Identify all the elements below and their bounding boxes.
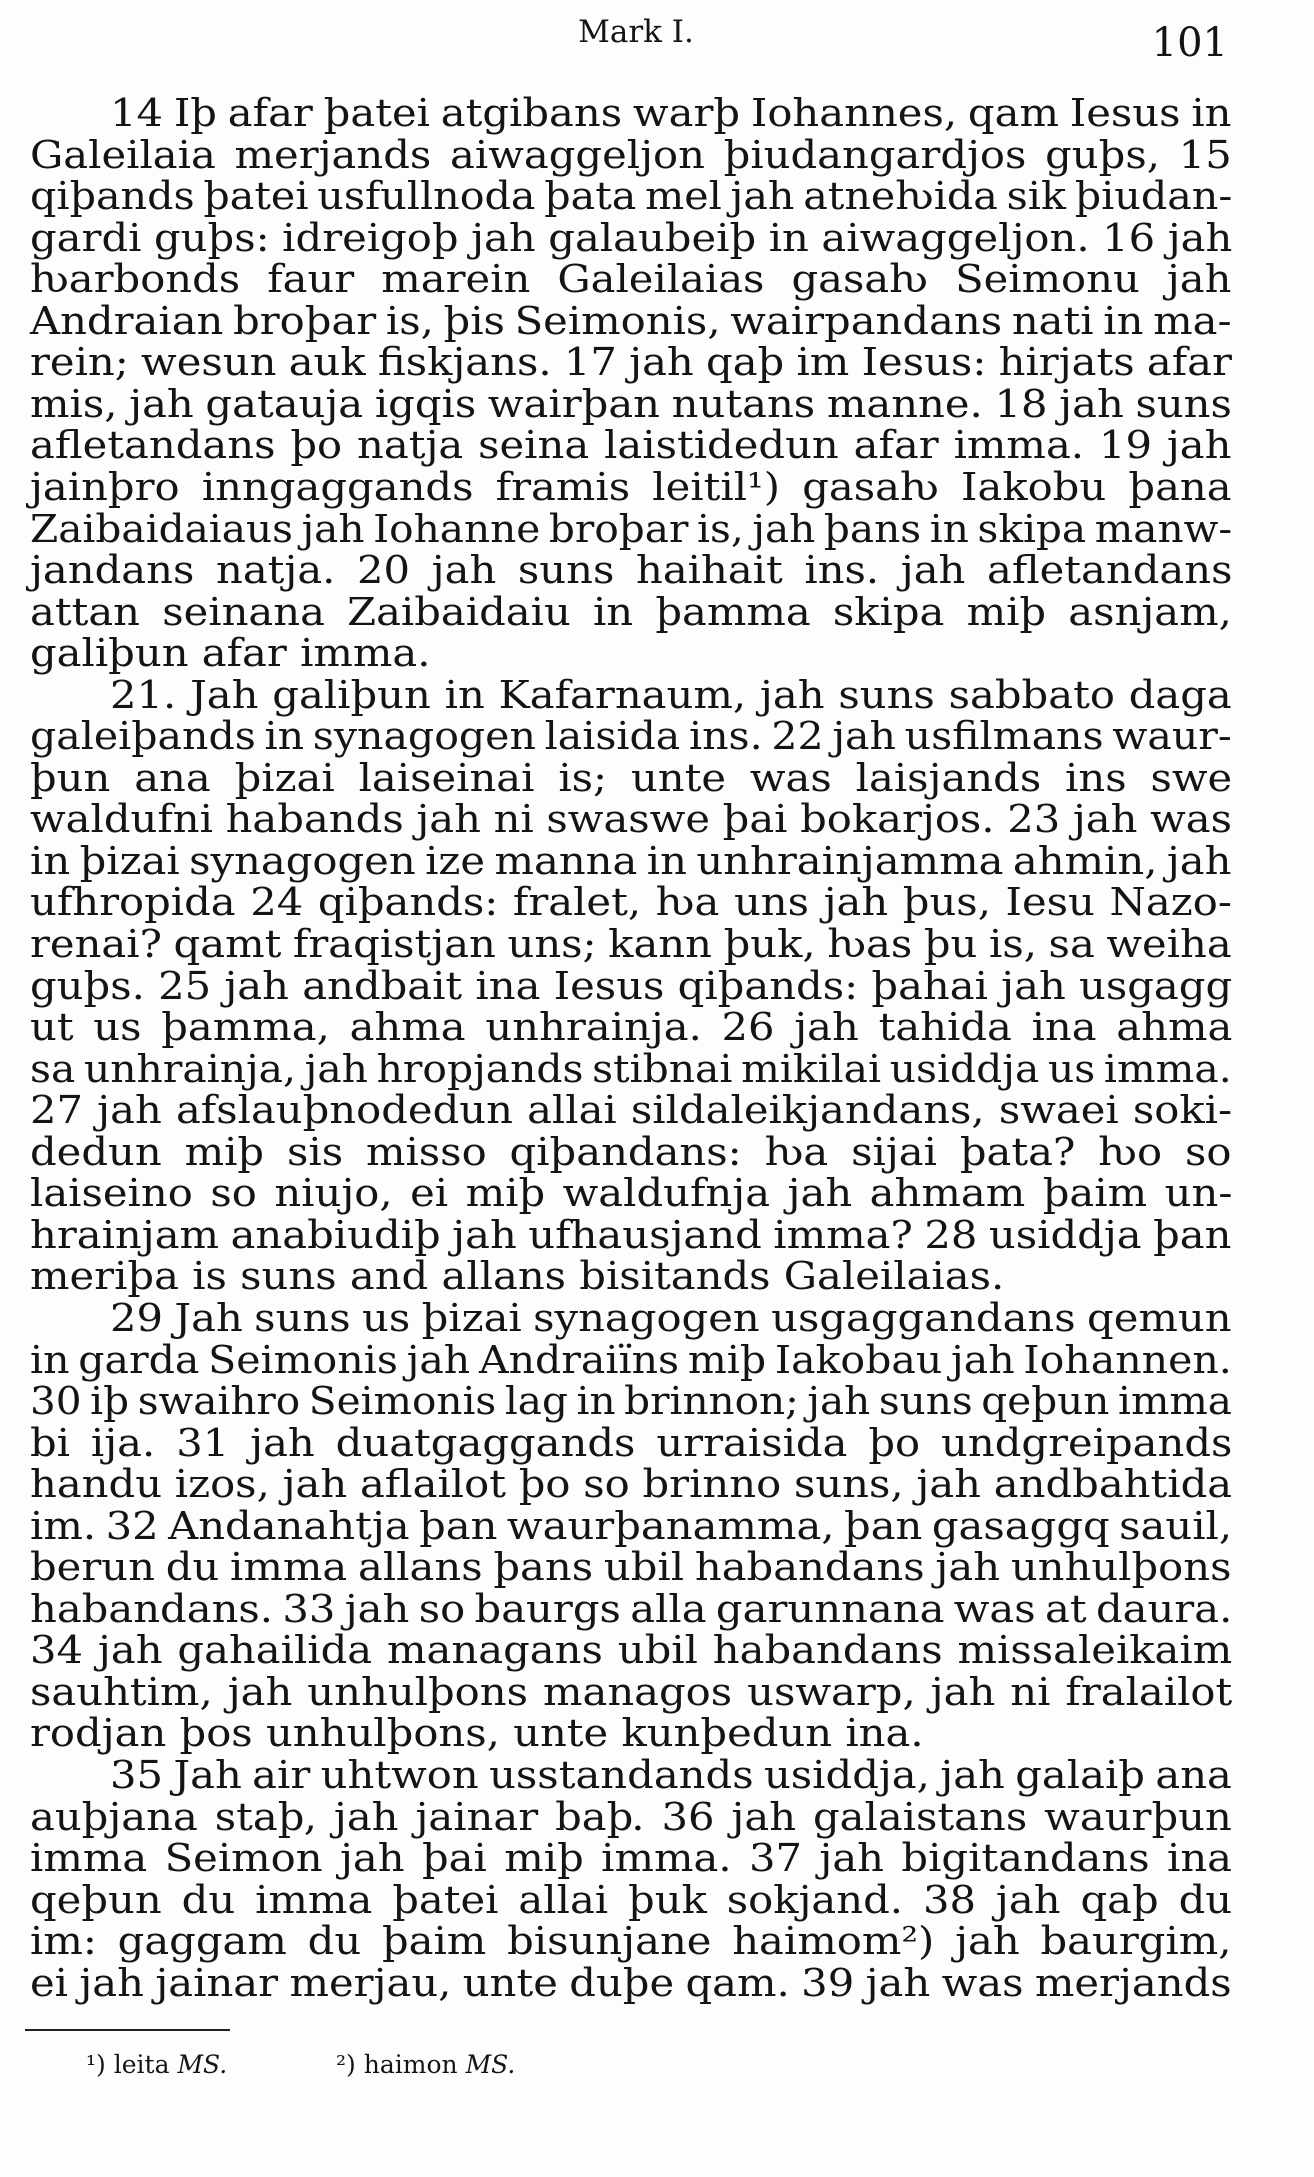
page-number: 101 xyxy=(1151,20,1228,66)
text-line: bi ija. 31 jah duatgaggands urraisida þo undgreipands xyxy=(30,1420,1233,1465)
text-line: qeþun du imma þatei allai þuk sokjand. 38 jah qaþ du xyxy=(30,1877,1233,1922)
paragraph-first-line: 35 Jah air uhtwon usstandands usiddja, jah galaiþ ana xyxy=(110,1753,1232,1797)
text-line: im. 32 Andanahtja þan waurþanamma, þan gasaggq sauil, xyxy=(30,1503,1233,1548)
paragraph-first-line: 21. Jah galiþun in Kafarnaum, jah suns sabbato daga xyxy=(110,672,1232,717)
text-line: jandans natja. 20 jah suns haihait ins. jah afletandans xyxy=(30,548,1233,593)
text-line: qiþands þatei usfullnoda þata mel jah atneƕida sik þiudan- xyxy=(30,174,1233,219)
text-line: imma Seimon jah þai miþ imma. 37 jah bigitandans ina xyxy=(30,1836,1233,1881)
text-line: laiseino so niujo, ei miþ waldufnja jah ahmam þaim un- xyxy=(30,1171,1233,1216)
paragraph-first-line: 14 Iþ afar þatei atgibans warþ Iohannes, qam Iesus in xyxy=(110,91,1232,135)
text-line: berun du imma allans þans ubil habandans jah unhulþons xyxy=(30,1545,1232,1590)
text-line: 34 jah gahailida managans ubil habandans missaleikaim xyxy=(30,1628,1233,1673)
text-line: ufhropida 24 qiþands: fralet, ƕa uns jah þus, Iesu Nazo- xyxy=(30,880,1232,925)
running-title: Mark I. xyxy=(578,14,694,50)
text-line: sa unhrainja, jah hropjands stibnai mikilai usiddja us imma. xyxy=(30,1046,1232,1091)
text-line: ei jah jainar merjau, unte duþe qam. 39 jah was merjands xyxy=(30,1960,1232,2005)
text-line: afletandans þo natja seina laistidedun afar imma. 19 jah xyxy=(30,423,1232,468)
footnote-rule xyxy=(25,2029,230,2031)
text-line: im: gaggam du þaim bisunjane haimom²) jah baurgim, xyxy=(30,1919,1232,1964)
text-line: waldufni habands jah ni swaswe þai bokarjos. 23 jah was xyxy=(30,797,1233,842)
footnote xyxy=(336,2050,515,2079)
text-line: gardi guþs: idreigoþ jah galaubeiþ in aiwaggeljon. 16 jah xyxy=(30,215,1233,260)
text-line: renai? qamt fraqistjan uns; kann þuk, ƕas þu is, sa weiha xyxy=(30,922,1232,966)
text-line: auþjana staþ, jah jainar baþ. 36 jah galaistans waurþun xyxy=(30,1794,1232,1839)
text-line: meriþa is suns and allans bisitands Galeilaias. xyxy=(30,1254,1005,1299)
text-line: ut us þamma, ahma unhrainja. 26 jah tahida ina ahma xyxy=(30,1005,1233,1050)
text-line: rodjan þos unhulþons, unte kunþedun ina. xyxy=(30,1711,924,1756)
footnote-marker: ²) xyxy=(336,2050,356,2079)
text-line: 27 jah afslauþnodedun allai sildaleikjandans, swaei soki- xyxy=(30,1088,1233,1133)
footnote-source: MS. xyxy=(465,2050,516,2079)
text-line: attan seinana Zaibaidaiu in þamma skipa miþ asnjam, xyxy=(30,589,1232,634)
text-line: þun ana þizai laiseinai is; unte was laisjands ins swe xyxy=(30,755,1233,800)
text-line: galiþun afar imma. xyxy=(30,631,431,676)
text-line: dedun miþ sis misso qiþandans: ƕa sijai þata? ƕo so xyxy=(30,1129,1232,1174)
text-line: in þizai synagogen ize manna in unhrainjamma ahmin, jah xyxy=(30,838,1232,883)
text-line: Andraian broþar is, þis Seimonis, wairpandans nati in ma- xyxy=(30,298,1232,343)
text-line: guþs. 25 jah andbait ina Iesus qiþands: þahai jah usgagg xyxy=(30,963,1233,1008)
text-line: habandans. 33 jah so baurgs alla garunnana was at daura. xyxy=(30,1586,1233,1631)
text-line: ƕarbonds faur marein Galeilaias gasaƕ Seimonu jah xyxy=(30,257,1232,302)
text-line: galeiþands in synagogen laisida ins. 22 jah usfilmans waur- xyxy=(30,714,1232,759)
text-line: Zaibaidaiaus jah Iohanne broþar is, jah þans in skipa manw- xyxy=(30,506,1233,551)
text-line: in garda Seimonis jah Andraiïns miþ Iakobau jah Iohannen. xyxy=(30,1337,1232,1382)
paragraph-first-line: 29 Jah suns us þizai synagogen usgaggandans qemun xyxy=(110,1295,1232,1340)
text-line: jainþro inngaggands framis leitil¹) gasaƕ Iakobu þana xyxy=(30,464,1232,509)
text-line: Galeilaia merjands aiwaggeljon þiudangardjos guþs, 15 xyxy=(30,132,1232,177)
footnote-text: leita xyxy=(113,2050,170,2079)
footnote xyxy=(86,2050,227,2079)
footnote-text: haimon xyxy=(363,2050,458,2079)
text-line: handu izos, jah aflailot þo so brinno suns, jah andbahtida xyxy=(30,1462,1233,1507)
text-line: hrainjam anabiudiþ jah ufhausjand imma? 28 usiddja þan xyxy=(30,1212,1232,1257)
text-line: sauhtim, jah unhulþons managos uswarp, jah ni fralailot xyxy=(30,1669,1233,1714)
text-line: mis, jah gatauja igqis wairþan nutans manne. 18 jah suns xyxy=(30,381,1232,426)
text-line: 30 iþ swaihro Seimonis lag in brinnon; jah suns qeþun imma xyxy=(30,1379,1232,1424)
text-line: rein; wesun auk fiskjans. 17 jah qaþ im Iesus: hirjats afar xyxy=(30,340,1232,385)
footnote-marker: ¹) xyxy=(86,2050,106,2079)
footnote-source: MS. xyxy=(177,2050,228,2079)
